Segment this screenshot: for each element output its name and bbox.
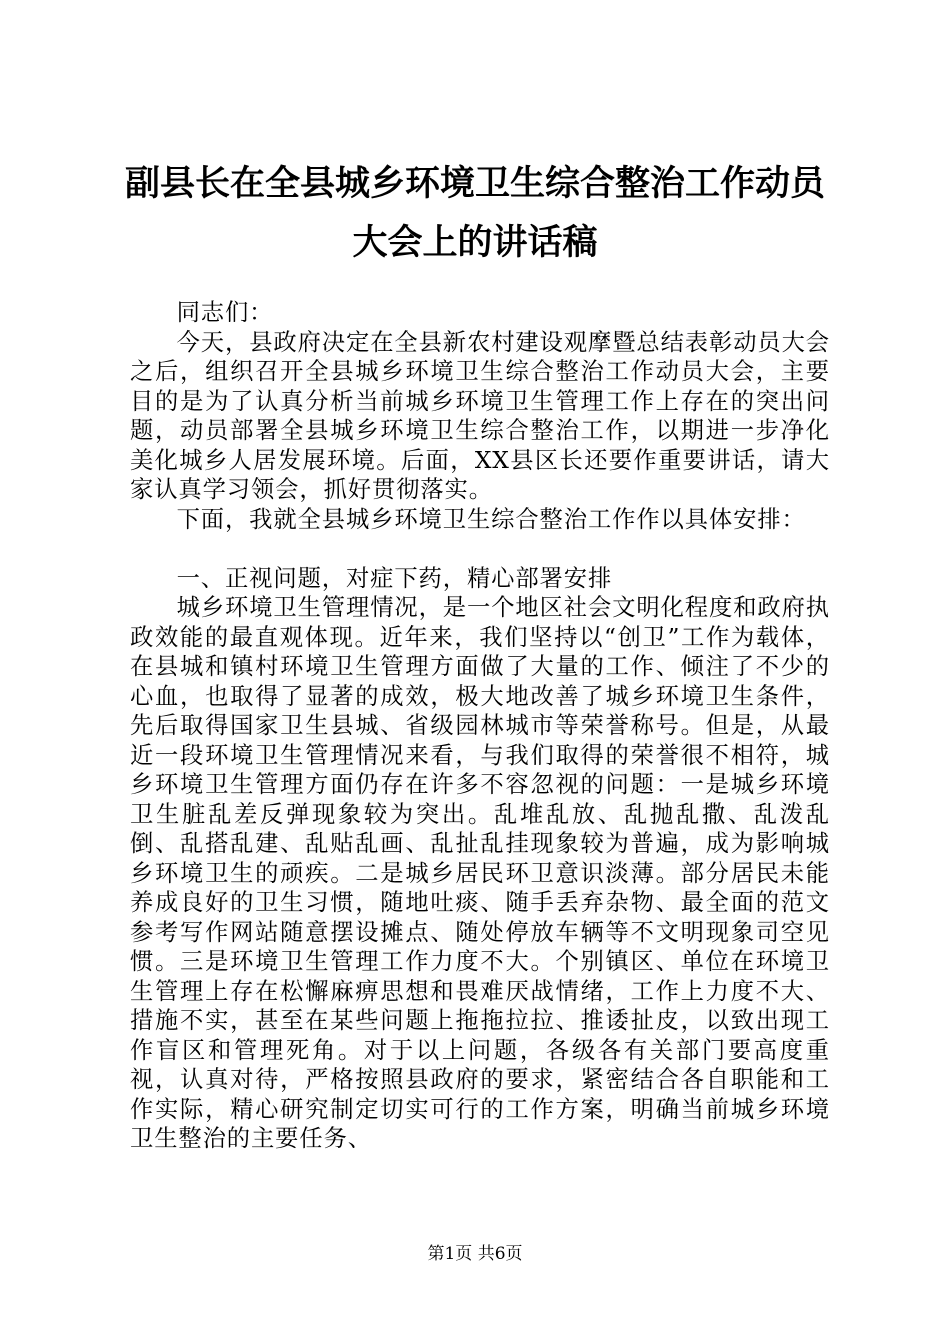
paragraph-intro: 今天，县政府决定在全县新农村建设观摩暨总结表彰动员大会之后，组织召开全县城乡环境卫生综合整治工作动员大会，主要目的是为了认真分析当前城乡环境卫生管理工作上存在的突出问题，动员部署全县城乡环境卫生综合整治工作，以期进一步净化美化城乡人居发展环境。后面，XX县区长还要作重要讲话，请大家认真学习领会，抓好贯彻落实。 <box>130 328 830 503</box>
document-body <box>130 298 830 1154</box>
salutation: 同志们： <box>176 299 274 326</box>
page-number-footer: 第1页 共6页 <box>427 1244 523 1264</box>
paragraph-section-1: 城乡环境卫生管理情况，是一个地区社会文明化程度和政府执政效能的最直观体现。近年来，我们坚持以“创卫”工作为载体，在县城和镇村环境卫生管理方面做了大量的工作、倾注了不少的心血，也取得了显著的成效，极大地改善了城乡环境卫生条件，先后取得国家卫生县城、省级园林城市等荣誉称号。但是，从最近一段环境卫生管理情况来看，与我们取得的荣誉很不相符，城乡环境卫生管理方面仍存在许多不容忽视的问题：一是城乡环境卫生脏乱差反弹现象较为突出。乱堆乱放、乱抛乱撒、乱泼乱倒、乱搭乱建、乱贴乱画、乱扯乱挂现象较为普遍，成为影响城乡环境卫生的顽疾。二是城乡居民环卫意识淡薄。部分居民未能养成良好的卫生习惯，随地吐痰、随手丢弃杂物、最全面的范文参考写作网站随意摆设摊点、随处停放车辆等不文明现象司空见惯。三是环境卫生管理工作力度不大。个别镇区、单位在环境卫生管理上存在松懈麻痹思想和畏难厌战情绪，工作上力度不大、措施不实，甚至在某些问题上拖拖拉拉、推诿扯皮，以致出现工作盲区和管理死角。对于以上问题，各级各有关部门要高度重视，认真对待，严格按照县政府的要求，紧密结合各自职能和工作实际，精心研究制定切实可行的工作方案，明确当前城乡环境卫生整治的主要任务、 <box>130 594 830 1152</box>
paragraph-arrangement: 下面，我就全县城乡环境卫生综合整治工作作以具体安排： <box>176 505 806 533</box>
section-heading-1: 一、正视问题，对症下药，精心部署安排 <box>176 564 613 592</box>
document-title-line-1: 副县长在全县城乡环境卫生综合整治工作动员 <box>124 163 825 204</box>
document-title-line-2: 大会上的讲话稿 <box>352 222 598 263</box>
